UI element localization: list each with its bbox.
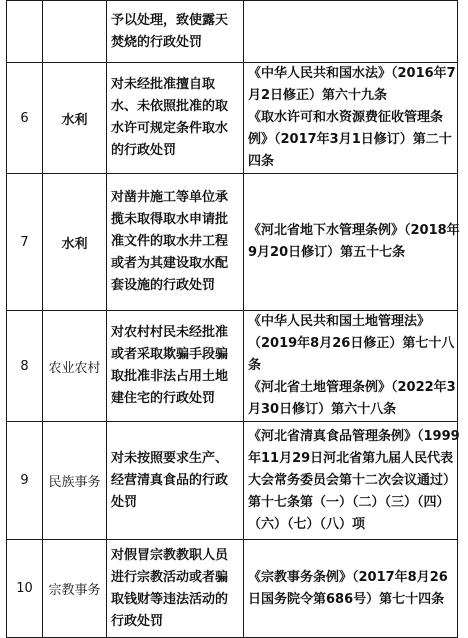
legal-basis-line: 大会常务委员会第十二次会议通过） (248, 472, 457, 488)
department: 宗教事务 (43, 540, 107, 638)
penalty-item-line: 的行政处罚 (111, 143, 177, 158)
legal-basis-line: （2019年8月26日修正）第七十八 (248, 336, 455, 351)
legal-basis (244, 540, 458, 638)
penalty-item-line: 准文件的取水井工程 (111, 234, 229, 249)
penalty-item (107, 174, 244, 311)
penalty-item-line: 对凿井施工等单位承 (111, 190, 229, 205)
row-number: 10 (7, 540, 43, 638)
penalty-item-line: 水、未依照批准的取 (111, 99, 229, 114)
penalty-item-line: 处罚 (111, 494, 138, 510)
legal-basis-line: 条 (248, 358, 262, 373)
penalty-item-line: 对未经批准擅自取 (111, 77, 216, 92)
penalty-item (107, 1, 244, 63)
penalty-item-line: 焚烧的行政处罚 (111, 34, 203, 50)
table-row (7, 311, 458, 422)
row-number: 6 (7, 63, 43, 174)
penalty-item-line: 取钱财等违法活动的 (111, 591, 229, 607)
legal-basis (244, 63, 458, 174)
penalty-table (6, 0, 458, 638)
penalty-item-line: 揽未取得取水申请批 (111, 212, 229, 227)
legal-basis-line: 《河北省地下水管理条例》（2018年 (248, 223, 460, 238)
department (43, 1, 107, 63)
penalty-item-line: 取批准非法占用土地 (111, 369, 229, 384)
department: 民族事务 (43, 422, 107, 540)
department: 水利 (43, 174, 107, 311)
legal-basis-line: 9月20日修订）第五十七条 (248, 245, 406, 260)
table-row (7, 422, 458, 540)
legal-basis-line: （六）（七）（八）项 (248, 516, 366, 532)
legal-basis-line: 《河北省土地管理条例》（2022年3 (248, 380, 456, 395)
department: 水利 (43, 63, 107, 174)
department: 农业农村 (43, 311, 107, 422)
penalty-item-line: 对未按照要求生产、 (111, 450, 229, 466)
penalty-item-line: 水许可规定条件取水 (111, 121, 229, 136)
legal-basis-line: 四条 (248, 154, 275, 169)
table-row (7, 540, 458, 638)
row-number: 8 (7, 311, 43, 422)
penalty-item-line: 套设施的行政处罚 (111, 278, 216, 293)
legal-basis-line: 年11月29日河北省第九届人民代表 (248, 450, 454, 466)
legal-basis (244, 1, 458, 63)
table-row (7, 1, 458, 63)
legal-basis-line: 《宗教事务条例》（2017年8月26 (248, 569, 448, 585)
legal-basis-line: 《河北省清真食品管理条例》（1999 (248, 428, 460, 444)
row-number: 9 (7, 422, 43, 540)
legal-basis-line: 日国务院令第686号）第七十四条 (248, 591, 445, 607)
penalty-item-line: 予以处理，致使露天 (111, 12, 229, 28)
table-row (7, 63, 458, 174)
row-number: 7 (7, 174, 43, 311)
penalty-item (107, 311, 244, 422)
legal-basis-line: 例》（2017年3月1日修订）第二十 (248, 132, 452, 147)
legal-basis-line: 《中华人民共和国水法》（2016年7 (248, 66, 456, 81)
penalty-item-line: 进行宗教活动或者骗 (111, 569, 229, 585)
penalty-item-line: 对假冒宗教教职人员 (111, 547, 229, 563)
legal-basis-line: 《取水许可和水资源费征收管理条 (248, 110, 444, 125)
penalty-item-line: 行政处罚 (111, 613, 164, 629)
legal-basis-line: 第十七条第（一）（二）（三）（四） (248, 494, 450, 510)
penalty-item-line: 建住宅的行政处罚 (111, 391, 216, 406)
penalty-item-line: 或者采取欺骗手段骗 (111, 347, 229, 362)
penalty-item (107, 540, 244, 638)
legal-basis (244, 174, 458, 311)
penalty-item-line: 对农村村民未经批准 (111, 325, 229, 340)
penalty-item (107, 422, 244, 540)
legal-basis (244, 422, 458, 540)
legal-basis-line: 《中华人民共和国土地管理法》 (248, 314, 431, 329)
row-number (7, 1, 43, 63)
penalty-item-line: 经营清真食品的行政 (111, 472, 229, 488)
penalty-item (107, 63, 244, 174)
legal-basis-line: 月30日修订）第六十八条 (248, 402, 397, 417)
legal-basis (244, 311, 458, 422)
legal-basis-line: 月2日修正）第六十九条 (248, 88, 388, 103)
penalty-item-line: 或者为其建设取水配 (111, 256, 229, 271)
table-row (7, 174, 458, 311)
